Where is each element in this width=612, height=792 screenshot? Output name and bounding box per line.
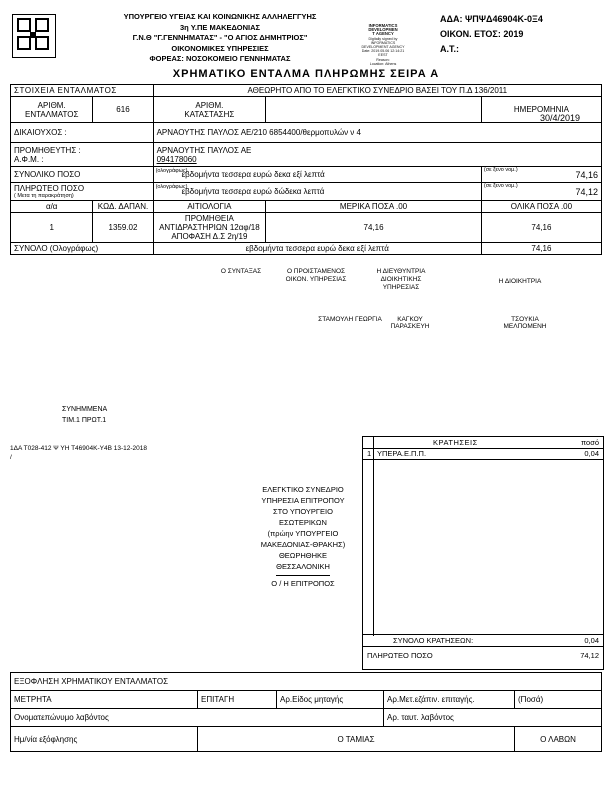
at-label: Α.Τ.: — [440, 44, 460, 54]
line-aitiologia: ΠΡΟΜΗΘΕΙΑ ΑΝΤΙΔΡΑΣΤΗΡΙΩΝ 12αφ/18 ΑΠΟΦΑΣΗ Δ.Σ 2η/19 — [153, 213, 266, 243]
admin-director-name-line2: ΠΑΡΑΣΚΕΥΗ — [390, 323, 430, 330]
cheque-type-label: Αρ.Είδος μηταγής — [277, 691, 384, 709]
details-label: ΣΤΟΙΧΕΙΑ ΕΝΤΑΛΜΑΤΟΣ — [11, 85, 154, 97]
court-line-2: ΥΠΗΡΕΣΙΑ ΕΠΙΤΡΟΠΟΥ — [261, 496, 345, 505]
stamp-line-8: EEST — [378, 53, 388, 58]
org-line-3: Γ.Ν.Θ "Γ.ΓΕΝΝΗΜΑΤΑΣ" - "Ο ΑΓΙΟΣ ΔΗΜΗΤΡΙΟΣ" — [132, 33, 308, 42]
table-row-payable — [11, 183, 602, 201]
stamp-line-10: Location: Athens — [369, 61, 397, 66]
deductions-sum-value: 0,04 — [584, 636, 599, 645]
voucher-number-label — [11, 97, 93, 123]
deduction-row — [363, 448, 603, 460]
settlement-title-row — [11, 673, 602, 691]
cheque-label: ΕΠΙΤΑΓΗ — [198, 691, 277, 709]
table-row-columns-header — [11, 201, 602, 213]
admin-director-line3: ΥΠΗΡΕΣΙΑΣ — [382, 284, 420, 291]
total-amount-value-cell — [481, 167, 601, 183]
stamp-line-3: T AGENCY — [372, 31, 394, 37]
attachments-block — [62, 404, 107, 426]
payable-amount-words: εβδομήντα τεσσερα ευρώ δώδεκα λεπτά — [181, 187, 325, 196]
table-row-beneficiary — [11, 123, 602, 143]
fiscal-year-value: 2019 — [503, 29, 524, 39]
signature-name-admin-director — [380, 316, 440, 330]
date-label: ΗΜΕΡΟΜΗΝΙΑ — [513, 105, 569, 114]
voucher-number-label-line1: ΑΡΙΘΜ. — [37, 100, 66, 110]
total-amount-label: ΣΥΝΟΛΙΚΟ ΠΟΣΟ — [11, 167, 154, 183]
deductions-payable-value: 74,12 — [580, 651, 599, 660]
stamp-line-5: INFORMATICS — [370, 40, 396, 45]
supplier-values — [153, 143, 601, 167]
footnote-block — [10, 444, 147, 462]
court-line-4: ΕΣΩΤΕΡΙΚΩΝ — [279, 518, 327, 527]
table-row-sum — [11, 243, 602, 255]
date-value: 30/4/2019 — [540, 113, 581, 123]
col-kad: ΚΩΔ. ΔΑΠΑΝ. — [93, 201, 153, 213]
total-amount-words: εβδομήντα τεσσερα ευρώ δεκα εξί λεπτά — [181, 170, 325, 179]
settlement-header-row — [11, 691, 602, 709]
cash-label: ΜΕΤΡΗΤΑ — [11, 691, 198, 709]
col-aa: α/α — [11, 201, 93, 213]
org-line-1: ΥΠΟΥΡΓΕΙΟ ΥΓΕΙΑΣ ΚΑΙ ΚΟΙΝΩΝΙΚΗΣ ΑΛΛΗΛΕΓΓΥΗΣ — [123, 12, 317, 21]
deduction-amount: 0,04 — [584, 449, 599, 458]
settlement-date-label: Ημ/νία εξόφλησης — [11, 727, 198, 752]
signature-title-preparer: Ο ΣΥΝΤΑΞΑΣ — [220, 268, 262, 275]
settlement-name-row — [11, 709, 602, 727]
table-row-total — [11, 167, 602, 183]
status-number-label-line1: ΑΡΙΘΜ. — [195, 100, 224, 110]
signature-block — [10, 268, 602, 348]
fiscal-year-label: ΟΙΚΟΝ. ΕΤΟΣ: — [440, 29, 501, 39]
admin-director-line1: Η ΔΙΕΥΘΥΝΤΡΙΑ — [376, 268, 426, 275]
line-aa: 1 — [11, 213, 93, 243]
deductions-sum-row — [363, 634, 603, 647]
amounts-label: (Ποσά) — [515, 691, 602, 709]
court-footer: Ο / Η ΕΠΙΤΡΟΠΟΣ — [271, 579, 335, 588]
deductions-payable-row — [363, 647, 603, 669]
sum-label: ΣΥΝΟΛΟ (Ολογράφως) — [11, 243, 154, 255]
governor-name-line2: ΜΕΛΠΟΜΕΝΗ — [503, 323, 547, 330]
payable-amount-label: ΠΛΗΡΩΤΕΟ ΠΟΣΟ — [14, 184, 85, 193]
deductions-box — [362, 436, 604, 670]
voucher-number-value: 616 — [93, 97, 153, 123]
stamp-line-1: INFORMATICS — [368, 23, 398, 28]
court-line-3: ΣΤΟ ΥΠΟΥΡΓΕΙΟ — [273, 507, 333, 516]
header-right-block — [440, 12, 610, 57]
voucher-number-label-line2: ΕΝΤΑΛΜΑΤΟΣ — [24, 109, 79, 119]
table-row-supplier — [11, 143, 602, 167]
total-amount-words-cell — [153, 167, 481, 183]
details-note: ΑΘΕΩΡΗΤΟ ΑΠΟ ΤΟ ΕΛΕΓΚΤΙΚΟ ΣΥΝΕΔΡΙΟ ΒΑΣΕΙ ΤΟΥ Π.Δ 136/2011 — [153, 85, 601, 97]
payable-amount-value: 74,12 — [575, 186, 598, 197]
receiver-label: Ο ΛΑΒΩΝ — [515, 727, 602, 752]
stamp-line-2: DEVELOPMEN — [368, 27, 398, 33]
court-divider — [276, 575, 330, 576]
cashier-label: Ο ΤΑΜΙΑΣ — [198, 727, 515, 752]
voucher-table — [10, 84, 602, 255]
court-line-6: ΜΑΚΕΔΟΝΙΑΣ-ΘΡΑΚΗΣ) — [260, 540, 346, 549]
line-olika: 74,16 — [481, 213, 601, 243]
deduction-name: ΥΠΕΡΑ.Ε.Π.Π. — [377, 449, 427, 458]
settlement-table — [10, 672, 602, 752]
deductions-payable-label: ΠΛΗΡΩΤΕΟ ΠΟΣΟ — [367, 651, 433, 660]
stamp-line-6: DEVELOPMENT AGENCY — [361, 45, 405, 50]
document-title: ΧΡΗΜΑΤΙΚΟ ΕΝΤΑΛΜΑ ΠΛΗΡΩΜΗΣ ΣΕΙΡΑ Α — [172, 68, 440, 80]
signature-name-finance-head: ΣΤΑΜΟΥΛΗ ΓΕΩΡΓΙΑ — [318, 316, 382, 323]
org-line-5: ΦΟΡΕΑΣ: ΝΟΣΟΚΟΜΕΙΟ ΓΕΝΝΗΜΑΤΑΣ — [149, 54, 291, 63]
stamp-line-4: Digitally signed by — [368, 36, 398, 41]
supplier-label: ΠΡΟΜΗΘΕΥΤΗΣ : — [14, 145, 81, 155]
sum-value: 74,16 — [481, 243, 601, 255]
col-olika: ΟΛΙΚΑ ΠΟΣΑ .00 — [481, 201, 601, 213]
cheque-number-label: Αρ.Μετ.εζάπιν. επιταγής. — [384, 691, 515, 709]
court-line-5: (πρώην ΥΠΟΥΡΓΕΙΟ — [267, 529, 339, 538]
receiver-id-label: Αρ. ταυτ. λαβόντος — [384, 709, 602, 727]
signature-title-governor: Η ΔΙΟΙΚΗΤΡΙΑ — [498, 278, 542, 285]
attachments-detail: ΤΙΜ.1 ΠΡΩΤ.1 — [62, 417, 107, 424]
table-row — [11, 213, 602, 243]
court-line-1: ΕΛΕΓΚΤΙΚΟ ΣΥΝΕΔΡΙΟ — [262, 485, 344, 494]
finance-head-line2: ΟΙΚΟΝ. ΥΠΗΡΕΣΙΑΣ — [285, 276, 347, 283]
deductions-title: ΚΡΑΤΗΣΕΙΣ — [433, 438, 478, 447]
total-words-note: (ολογράφως) — [155, 168, 188, 174]
digital-signature-stamp — [340, 24, 426, 66]
total-foreign-note: (σε ξενο νομ.) — [483, 167, 518, 173]
receiver-name-label: Ονοματεπώνυμο λαβόντος — [11, 709, 384, 727]
court-line-8: ΘΕΣΣΑΛΟΝΙΚΗ — [276, 562, 330, 571]
payable-amount-value-cell — [481, 183, 601, 201]
table-row-details-header — [11, 85, 602, 97]
beneficiary-value: ΑΡΝΑΟΥΤΗΣ ΠΑΥΛΟΣ ΑΕ/210 6854400/θερμοπυλών ν 4 — [153, 123, 601, 143]
stamp-line-7: Date: 2019.05.06 12:14:21 — [361, 49, 405, 54]
signature-title-finance-head — [276, 268, 356, 284]
supplier-labels — [11, 143, 154, 167]
ada-value: ΨΠΨΔ46904Κ-0Ξ4 — [464, 14, 543, 24]
status-number-label-line2: ΚΑΤΑΣΤΑΣΗΣ — [184, 109, 235, 119]
payable-foreign-note: (σε ξενο νομ.) — [483, 183, 518, 189]
settlement-title: ΕΞΟΦΛΗΣΗ ΧΡΗΜΑΤΙΚΟΥ ΕΝΤΑΛΜΑΤΟΣ — [11, 673, 602, 691]
col-merika: ΜΕΡΙΚΑ ΠΟΣΑ .00 — [266, 201, 482, 213]
line-kad: 1359.02 — [93, 213, 153, 243]
beneficiary-label: ΔΙΚΑΙΟΥΧΟΣ : — [11, 123, 154, 143]
sum-words: εβδομήντα τεσσερα ευρώ δεκα εξί λεπτά — [153, 243, 481, 255]
footnote-line-1: 1ΔΑ Τ028-412 Ψ ΥΗ Τ46904Κ-Υ4Β 13-12-2018 — [10, 445, 147, 452]
table-row-numbers — [11, 97, 602, 123]
organization-block — [70, 12, 370, 65]
admin-director-name-line1: ΚΑΓΚΟΥ — [397, 316, 423, 323]
line-merika: 74,16 — [266, 213, 482, 243]
footnote-line-2: / — [10, 454, 12, 461]
deductions-sum-label: ΣΥΝΟΛΟ ΚΡΑΤΗΣΕΩΝ: — [393, 636, 474, 645]
org-line-4: ΟΙΚΟΝΟΜΙΚΕΣ ΥΠΗΡΕΣΙΕΣ — [171, 43, 269, 53]
hospital-logo-icon — [12, 14, 56, 58]
total-amount-value: 74,16 — [575, 169, 598, 180]
status-number-value — [266, 97, 482, 123]
deductions-amount-label: ποσό — [580, 438, 599, 447]
settlement-footer-row — [11, 727, 602, 752]
admin-director-line2: ΔΙΟΙΚΗΤΙΚΗΣ — [380, 276, 422, 283]
stamp-line-9: Reason: — [376, 57, 390, 62]
status-number-label — [153, 97, 266, 123]
col-aitiologia: ΑΙΤΙΟΛΟΓΙΑ — [153, 201, 266, 213]
supplier-value: ΑΡΝΑΟΥΤΗΣ ΠΑΥΛΟΣ ΑΕ — [156, 145, 252, 155]
afm-label: Α.Φ.Μ. : — [14, 154, 44, 164]
ada-label: ΑΔΑ: — [440, 14, 463, 24]
court-approval-stamp — [228, 484, 378, 589]
payable-words-cell — [153, 183, 481, 201]
payable-amount-label-cell — [11, 183, 154, 201]
attachments-label: ΣΥΝΗΜΜΕΝΑ — [62, 406, 108, 413]
payable-amount-sublabel: ( Μετα τη παρακράτηση) — [14, 193, 74, 199]
org-line-2: 3η Υ.ΠΕ ΜΑΚΕΔΟΝΙΑΣ — [180, 22, 260, 32]
signature-name-governor — [490, 316, 560, 330]
deduction-index: 1 — [367, 449, 372, 458]
payable-words-note: (ολογράφως) — [155, 184, 188, 190]
document-header — [10, 10, 602, 72]
court-line-7: ΘΕΩΡΗΘΗΚΕ — [278, 551, 328, 560]
governor-name-line1: ΤΣΟΥΚΙΑ — [511, 316, 539, 323]
finance-head-line1: Ο ΠΡΟΙΣΤΑΜΕΝΟΣ — [286, 268, 346, 275]
signature-title-admin-director — [362, 268, 440, 292]
afm-value: 094178060 — [156, 154, 197, 164]
